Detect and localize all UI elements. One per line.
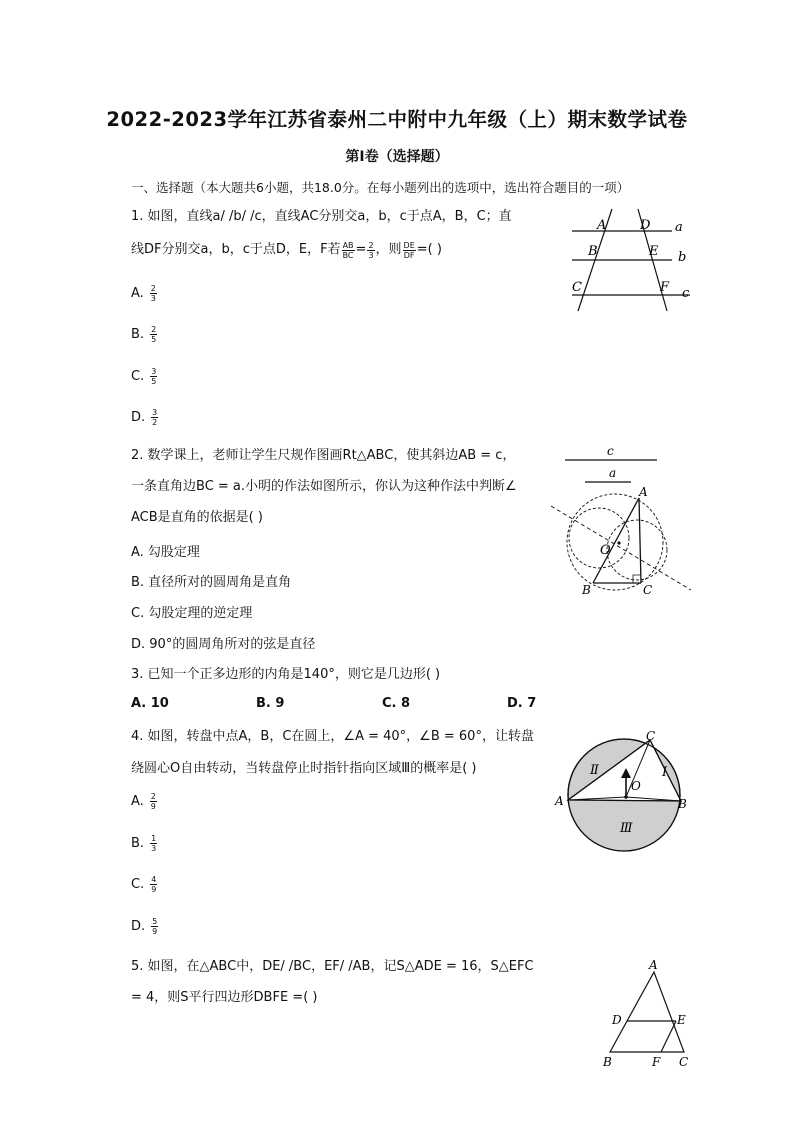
question-5-line-2: = 4，则S平行四边形DBFE =( ): [131, 990, 318, 1005]
label-E: E: [649, 244, 659, 259]
question-4-line-2: 绕圆心O自由转动，当转盘停止时指针指向区域Ⅲ的概率是( ): [131, 761, 477, 776]
label-a: a: [675, 220, 683, 235]
label-B: B: [678, 797, 687, 811]
q1-option-a[interactable]: A. $\frac{2}{3}$: [131, 284, 156, 303]
label-B: B: [588, 244, 598, 259]
q2-option-a[interactable]: A. 勾股定理: [131, 545, 200, 560]
label-O: O: [631, 779, 641, 793]
label-A: A: [649, 958, 658, 972]
question-2-line-1: 2. 数学课上，老师让学生尺规作图画Rt△ABC，使其斜边AB = c，: [131, 448, 516, 463]
label-B: B: [582, 583, 591, 597]
figure-parallel-lines: [560, 205, 700, 315]
question-1-line-1: 1. 如图，直线a/ /b/ /c，直线AC分别交a，b，c于点A，B，C；直: [131, 209, 512, 224]
region-III: Ⅲ: [620, 821, 633, 836]
question-1-text: 线DF分别交a，b，c于点D，E，F若: [131, 242, 341, 257]
page-title: 2022-2023学年江苏省泰州二中附中九年级（上）期末数学试卷: [106, 108, 688, 131]
figure-construction: [545, 442, 695, 602]
question-4-line-1: 4. 如图，转盘中点A，B，C在圆上，∠A = 40°，∠B = 60°，让转盘: [131, 729, 534, 744]
q4-option-d[interactable]: D. $\frac{5}{9}$: [131, 917, 158, 936]
q4-option-a[interactable]: A. $\frac{2}{9}$: [131, 792, 156, 811]
question-5-line-1: 5. 如图，在△ABC中，DE/ /BC，EF/ /AB，记S△ADE = 16，S△EFC: [131, 959, 534, 974]
label-C: C: [572, 280, 582, 295]
q2-option-b[interactable]: B. 直径所对的圆周角是直角: [131, 575, 292, 590]
q1-option-d[interactable]: D. $\frac{3}{2}$: [131, 408, 158, 427]
ratio-ab-bc: $\frac{AB}{BC}$: [342, 240, 354, 260]
label-a: a: [609, 466, 617, 480]
q3-option-c[interactable]: C. 8: [382, 696, 411, 711]
page-subtitle: 第Ⅰ卷（选择题）: [345, 149, 449, 165]
label-E: E: [677, 1013, 686, 1027]
ratio-value: $\frac{2}{3}$: [368, 240, 374, 260]
label-C: C: [646, 729, 656, 743]
q3-option-d[interactable]: D. 7: [507, 696, 537, 711]
label-C: C: [679, 1055, 689, 1069]
label-A: A: [597, 218, 607, 233]
region-II: Ⅱ: [590, 763, 599, 778]
label-F: F: [652, 1055, 661, 1069]
figure-spinner: [552, 728, 698, 854]
q3-option-b[interactable]: B. 9: [256, 696, 285, 711]
q3-option-a[interactable]: A. 10: [131, 696, 169, 711]
label-c: c: [607, 444, 614, 458]
label-F: F: [660, 280, 670, 295]
label-B: B: [603, 1055, 612, 1069]
question-1-line-2: 线DF分别交a，b，c于点D，E，F若 $\frac{AB}{BC}$ = $\frac{2}{3}$ ，则 $\frac{DE}{DF}$ =( ): [131, 240, 442, 260]
label-O: O: [600, 543, 611, 558]
q2-option-d[interactable]: D. 90°的圆周角所对的弦是直径: [131, 637, 316, 652]
label-D: D: [612, 1013, 622, 1027]
question-2-line-3: ACB是直角的依据是( ): [131, 510, 263, 525]
label-D: D: [640, 218, 651, 233]
question-2-line-2: 一条直角边BC = a.小明的作法如图所示，你认为这种作法中判断∠: [131, 479, 517, 494]
q4-option-b[interactable]: B. $\frac{1}{3}$: [131, 834, 157, 853]
region-I: Ⅰ: [662, 765, 668, 780]
label-C: C: [643, 583, 653, 597]
label-c: c: [682, 286, 690, 301]
q1-option-c[interactable]: C. $\frac{3}{5}$: [131, 367, 157, 386]
q1-option-b[interactable]: B. $\frac{2}{5}$: [131, 325, 157, 344]
ratio-de-df: $\frac{DE}{DF}$: [403, 240, 415, 260]
label-A: A: [555, 794, 564, 808]
question-3-line-1: 3. 已知一个正多边形的内角是140°，则它是几边形( ): [131, 667, 441, 682]
q4-option-c[interactable]: C. $\frac{4}{9}$: [131, 875, 157, 894]
section-heading: 一、选择题（本大题共6小题，共18.0分。在每小题列出的选项中，选出符合题目的一项）: [131, 180, 630, 195]
label-A: A: [639, 485, 648, 499]
q2-option-c[interactable]: C. 勾股定理的逆定理: [131, 606, 253, 621]
label-b: b: [678, 250, 687, 265]
figure-triangle: [596, 956, 696, 1070]
